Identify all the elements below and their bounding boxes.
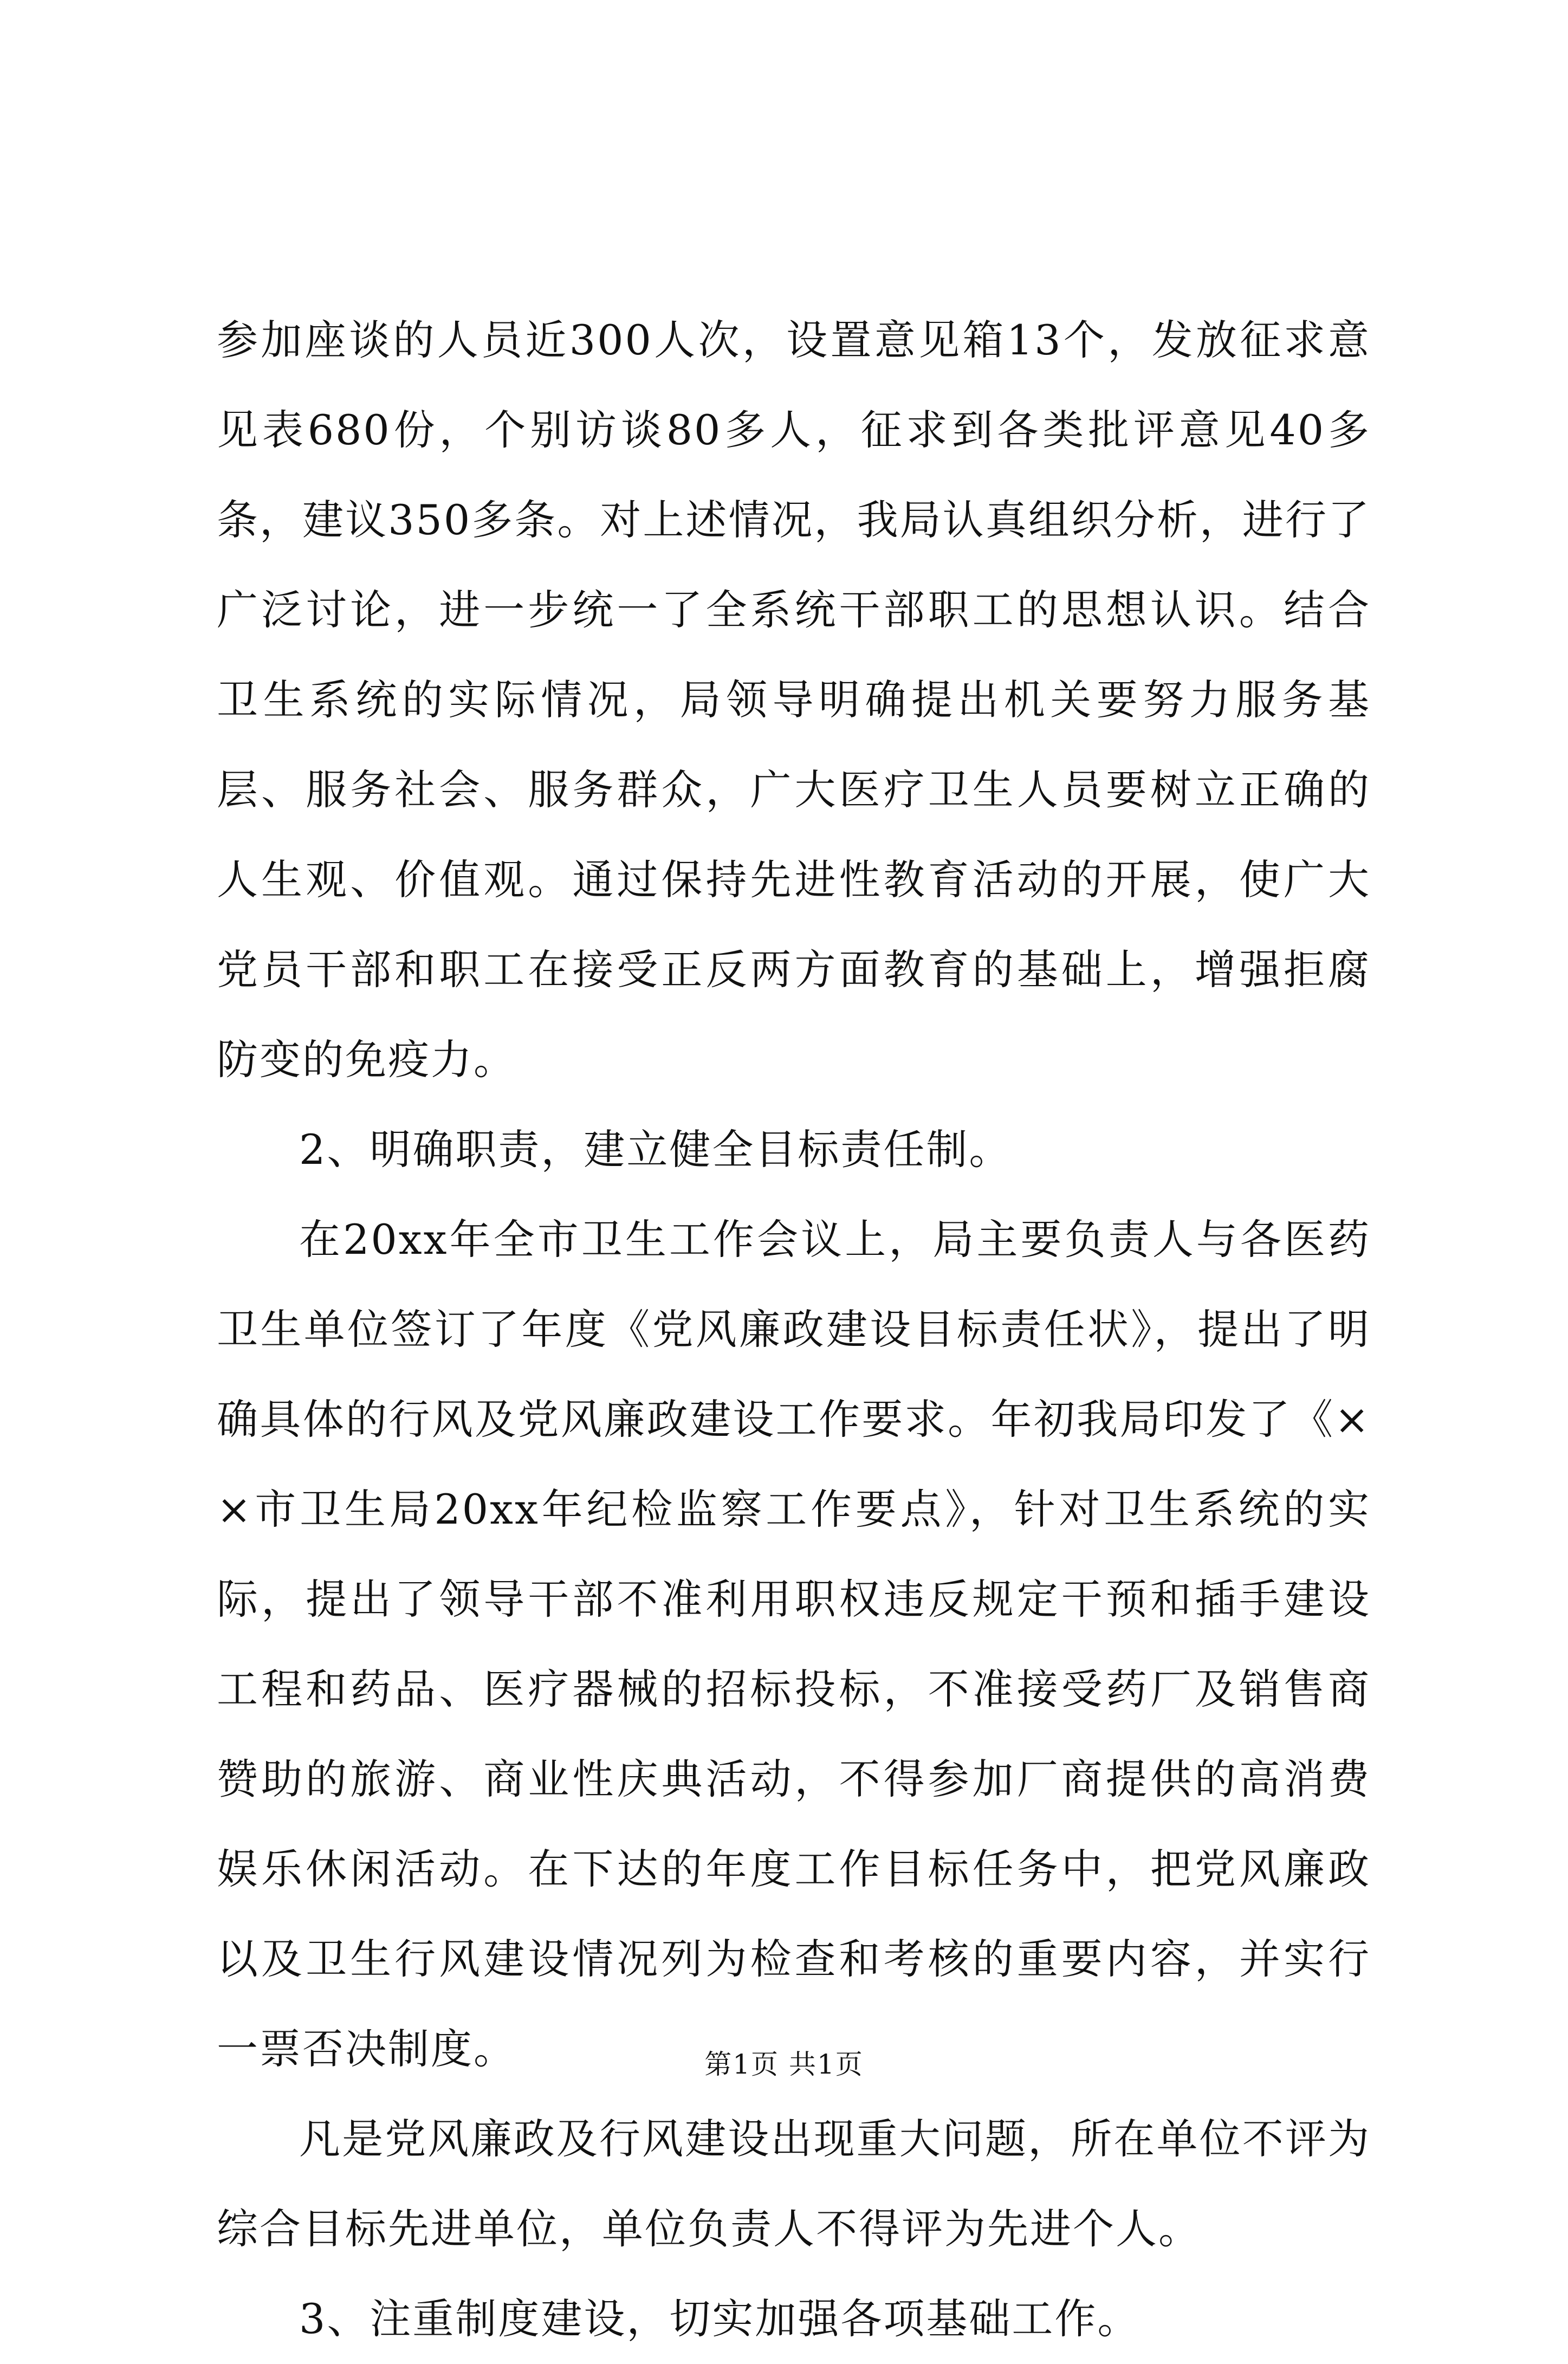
paragraph-4: 凡是党风廉政及行风建设出现重大问题，所在单位不评为综合目标先进单位，单位负责人不得评为先进个人。 bbox=[217, 2115, 1371, 2253]
paragraph-3: 在20xx年全市卫生工作会议上，局主要负责人与各医药卫生单位签订了年度《党风廉政建设目标责任状》，提出了明确具体的行风及党风廉政建设工作要求。年初我局印发了《××市卫生局20xx年纪检监察工作要点》，针对卫生系统的实际，提出了领导干部不准利用职权违反规定干预和插手建设工程和药品、医疗器械的招标投标，不准接受药厂及销售商赞助的旅游、商业性庆典活动，不得参加厂商提供的高消费娱乐休闲活动。在下达的年度工作目标任务中，把党风廉政以及卫生行风建设情况列为检查和考核的重要内容，并实行一票否决制度。 bbox=[217, 1215, 1371, 2073]
paragraph-5-heading: 3、注重制度建设，切实加强各项基础工作。 bbox=[299, 2295, 1141, 2343]
paragraph-1: 参加座谈的人员近300人次，设置意见箱13个，发放征求意见表680份，个别访谈80多人，征求到各类批评意见40多条，建议350多条。对上述情况，我局认真组织分析，进行了广泛讨论，进一步统一了全系统干部职工的思想认识。结合卫生系统的实际情况，局领导明确提出机关要努力服务基层、服务社会、服务群众，广大医疗卫生人员要树立正确的人生观、价值观。通过保持先进性教育活动的开展，使广大党员干部和职工在接受正反两方面教育的基础上，增强拒腐防变的免疫力。 bbox=[217, 316, 1371, 1084]
page-footer: 第1页 共1页 bbox=[704, 2049, 864, 2080]
paragraph-2-heading: 2、明确职责，建立健全目标责任制。 bbox=[299, 1125, 1012, 1174]
